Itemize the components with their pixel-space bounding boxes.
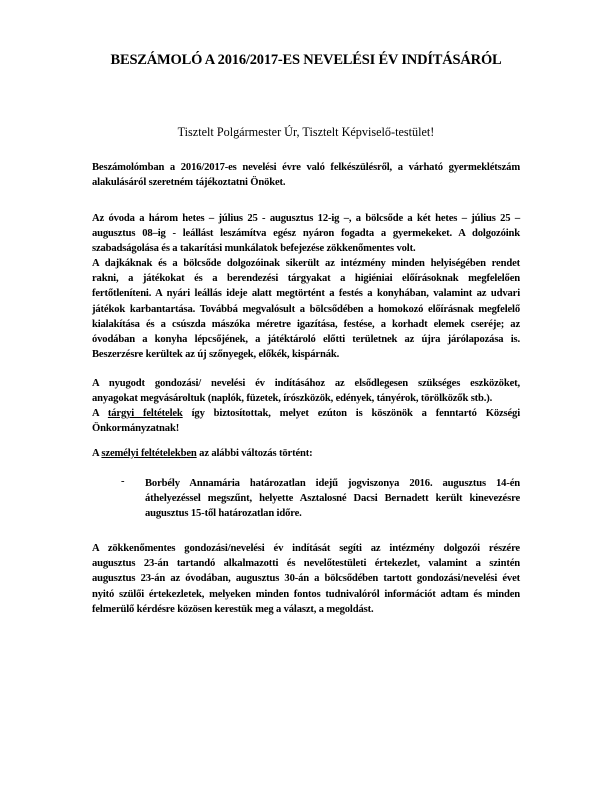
text-line: szabadságolása és a takarítási munkálatok befejezése zökkenőmentes volt. bbox=[92, 243, 416, 255]
underlined-term: tárgyi feltételek bbox=[107, 408, 183, 419]
text-line: augusztus 23-án tartandó alkalmazotti és nevelőtestületi értekezlet, valamint a szintén bbox=[92, 558, 520, 570]
text-line: nyitó szülői értekezletek, melyeken minden fontos tudnivalóról információt adtam és minden bbox=[92, 588, 520, 600]
document-title: BESZÁMOLÓ A 2016/2017-ES NEVELÉSI ÉV INDÍTÁSÁRÓL bbox=[110, 52, 502, 68]
paragraph-intro bbox=[92, 160, 520, 190]
text-line bbox=[92, 406, 520, 421]
text-fragment: A bbox=[92, 448, 102, 459]
text-line: augusztus 23-án az óvodában, augusztus 30-án a bölcsődében tartott gondozási/nevelési évet bbox=[92, 573, 520, 585]
text-fragment: az alábbi változás történt: bbox=[196, 448, 313, 459]
text-line bbox=[92, 446, 520, 461]
text-line: augusztus 08–ig - leállást leszámítva egész nyáron fogadta a gyermekeket. A dolgozóink bbox=[92, 228, 520, 240]
text-line: felmerülő kérdésre közösen kerestük meg a választ, a megoldást. bbox=[92, 603, 374, 615]
text-line: A zökkenőmentes gondozási/nevelési év indítását segíti az intézmény dolgozói részére bbox=[92, 543, 520, 554]
text-fragment: így biztosítottak, melyet ezúton is köszönök a fenntartó Községi bbox=[182, 408, 520, 419]
text-line: Beszámolómban a 2016/2017-es nevelési évre való felkészülésről, a várható gyermeklétszám bbox=[92, 162, 520, 173]
text-line: A nyugodt gondozási/ nevelési év indításához az elsődlegesen szükséges eszközöket, bbox=[92, 378, 520, 389]
paragraph-cleaning-maintenance bbox=[92, 256, 520, 362]
text-line: Beszerzésre kerültek az új szőnyegek, előkék, kispárnák. bbox=[92, 349, 340, 361]
bullet-marker: - bbox=[121, 476, 125, 487]
text-fragment: A bbox=[92, 408, 108, 419]
text-line: anyagokat megvásároltuk (naplók, füzetek, írószközök, edények, tányérok, törölközők stb.). bbox=[92, 393, 493, 405]
text-line: rakni, a játékokat és a berendezési tárgyakat a higiéniai előírásoknak megfelelően bbox=[92, 273, 520, 285]
text-line: kialakítása és a csúszda mászóka méretre igazítása, festése, a korhadt elemek cseréje; az bbox=[92, 318, 520, 330]
text-line: A dajkáknak és a bölcsőde dolgozóinak sikerült az intézmény minden helyiségében rendet bbox=[92, 258, 520, 269]
text-line: játékok karbantartása. Továbbá megvalósult a bölcsődében a homokozó előírásnak megfelelő bbox=[92, 303, 520, 315]
paragraph-supplies bbox=[92, 376, 520, 406]
text-line: áthelyezéssel megszűnt, helyette Asztalosné Dacsi Bernadett került kinevezésre bbox=[145, 493, 520, 505]
paragraph-meetings bbox=[92, 541, 520, 617]
text-line: Az óvoda a három hetes – július 25 - augusztus 12-ig –, a bölcsőde a két hetes – július 25 – bbox=[92, 213, 520, 224]
text-line: Önkormányzatnak! bbox=[92, 423, 180, 435]
salutation: Tisztelt Polgármester Úr, Tisztelt Képviselő-testület! bbox=[177, 125, 435, 139]
paragraph-personnel-conditions bbox=[92, 446, 520, 461]
bullet-item-staff-change bbox=[145, 476, 520, 522]
paragraph-material-conditions bbox=[92, 406, 520, 436]
text-line: alakulásáról szeretném tájékoztatni Önöket. bbox=[92, 177, 286, 189]
text-line: Borbély Annamária határozatlan idejű jogviszonya 2016. augusztus 14-én bbox=[145, 478, 520, 489]
text-line: óvodában a konyha lépcsőjének, a játéktároló előtti területnek az újra járólapozása is. bbox=[92, 334, 520, 346]
text-line: fertőtleníteni. A nyári leállás ideje alatt megtörtént a festés a konyhában, valamint az udvari bbox=[92, 288, 520, 300]
underlined-term: személyi feltételekben bbox=[101, 448, 197, 459]
text-line: augusztus 15-től határozatlan időre. bbox=[145, 508, 302, 520]
paragraph-summer-operation bbox=[92, 211, 520, 257]
